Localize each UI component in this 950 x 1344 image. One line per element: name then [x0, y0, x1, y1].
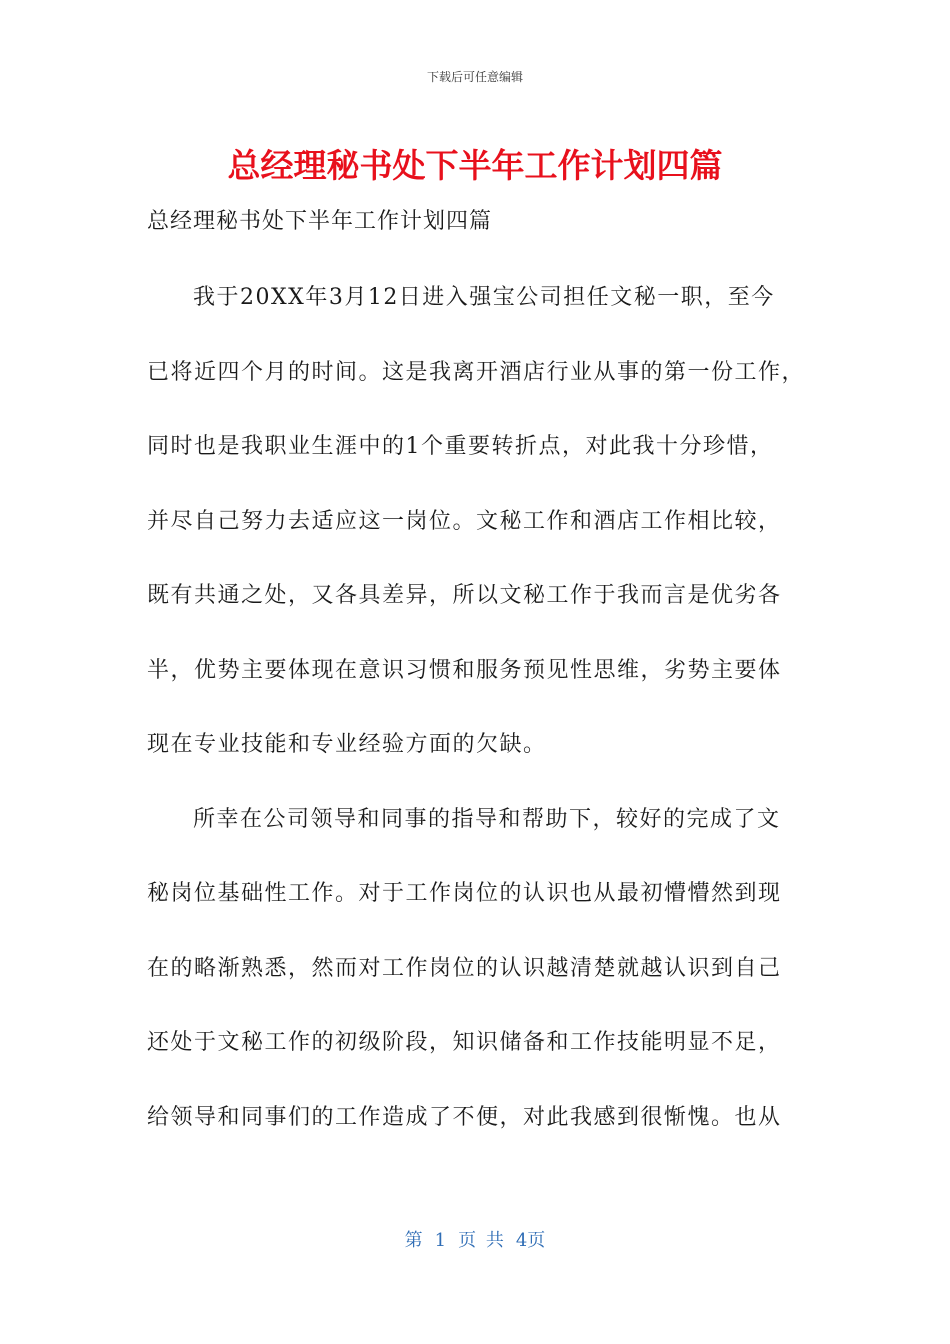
paragraph-line: 同时也是我职业生涯中的1个重要转折点，对此我十分珍惜， [147, 434, 774, 459]
footer-page-number: 1 [434, 1230, 447, 1251]
paragraph-line: 并尽自己努力去适应这一岗位。文秘工作和酒店工作相比较， [147, 509, 782, 534]
paragraph-line: 我于20XX年3月12日进入强宝公司担任文秘一职，至今 [193, 285, 775, 310]
document-subtitle: 总经理秘书处下半年工作计划四篇 [147, 209, 493, 234]
document-title: 总经理秘书处下半年工作计划四篇 [227, 146, 723, 185]
paragraph-line: 半，优势主要体现在意识习惯和服务预见性思维，劣势主要体 [147, 658, 782, 683]
paragraph-line: 所幸在公司领导和同事的指导和帮助下，较好的完成了文 [193, 807, 781, 832]
paragraph-line: 现在专业技能和专业经验方面的欠缺。 [147, 732, 547, 757]
paragraph-line: 还处于文秘工作的初级阶段，知识储备和工作技能明显不足， [147, 1030, 782, 1055]
paragraph-line: 秘岗位基础性工作。对于工作岗位的认识也从最初懵懵然到现 [147, 881, 782, 906]
page-footer [0, 1226, 950, 1252]
paragraph-line: 已将近四个月的时间。这是我离开酒店行业从事的第一份工作， [147, 360, 806, 385]
footer-total: 4页 [515, 1230, 546, 1251]
footer-middle: 页 共 [458, 1230, 504, 1251]
paragraph-line: 给领导和同事们的工作造成了不便，对此我感到很惭愧。也从 [147, 1105, 782, 1130]
header-note: 下载后可任意编辑 [426, 70, 523, 84]
paragraph-line: 既有共通之处，又各具差异，所以文秘工作于我而言是优劣各 [147, 583, 782, 608]
paragraph-line: 在的略渐熟悉，然而对工作岗位的认识越清楚就越认识到自己 [147, 956, 782, 981]
footer-prefix: 第 [404, 1230, 423, 1251]
